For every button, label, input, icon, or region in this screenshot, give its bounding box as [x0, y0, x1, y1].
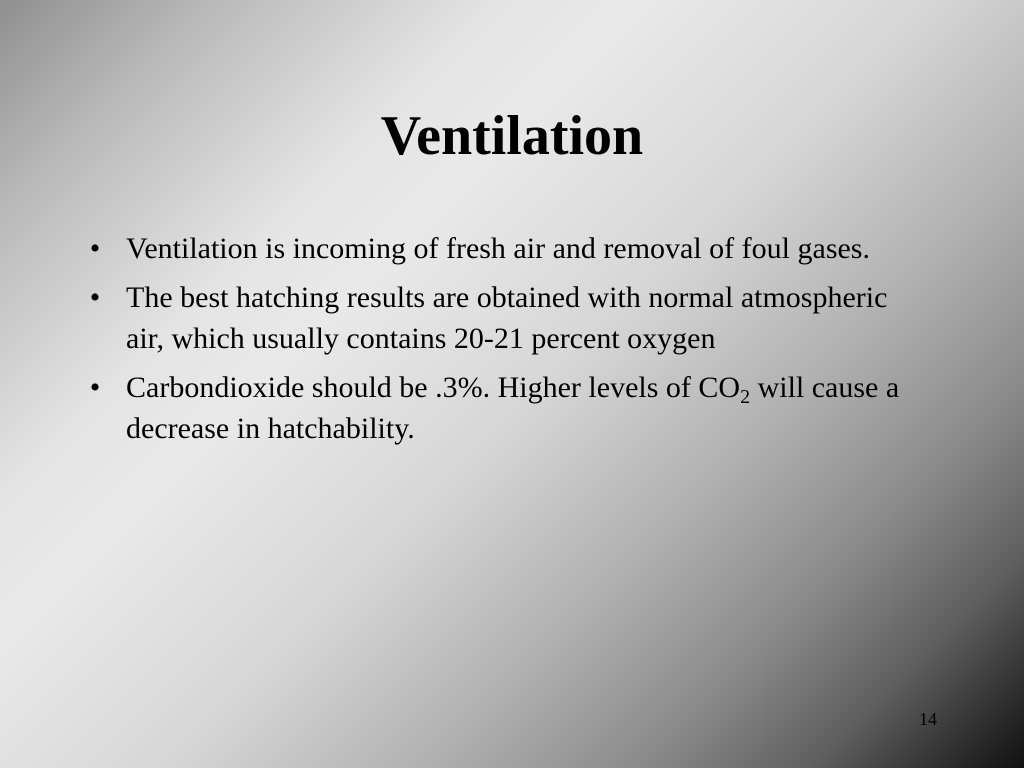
bullet-text: The best hatching results are obtained with normal atmospheric air, which usually contains 20-21 percent oxygen [126, 281, 888, 355]
bullet-item-ventilation-definition [80, 228, 910, 269]
bullet-icon: • [89, 371, 101, 404]
bullet-text: Ventilation is incoming of fresh air and removal of foul gases. [126, 232, 870, 265]
bullet-text-before: Carbondioxide should be .3%. Higher levels of CO [126, 371, 741, 404]
slide-number: 14 [919, 709, 937, 729]
co2-subscript: 2 [740, 386, 751, 408]
slide-title: Ventilation [380, 105, 644, 167]
bullet-item-carbon-dioxide [80, 367, 910, 449]
bullet-icon: • [89, 232, 101, 265]
bullet-list [80, 228, 910, 457]
bullet-text-after: will cause a decrease in hatchability. [126, 371, 900, 445]
bullet-icon: • [89, 281, 101, 314]
bullet-item-hatching-results [80, 277, 910, 359]
